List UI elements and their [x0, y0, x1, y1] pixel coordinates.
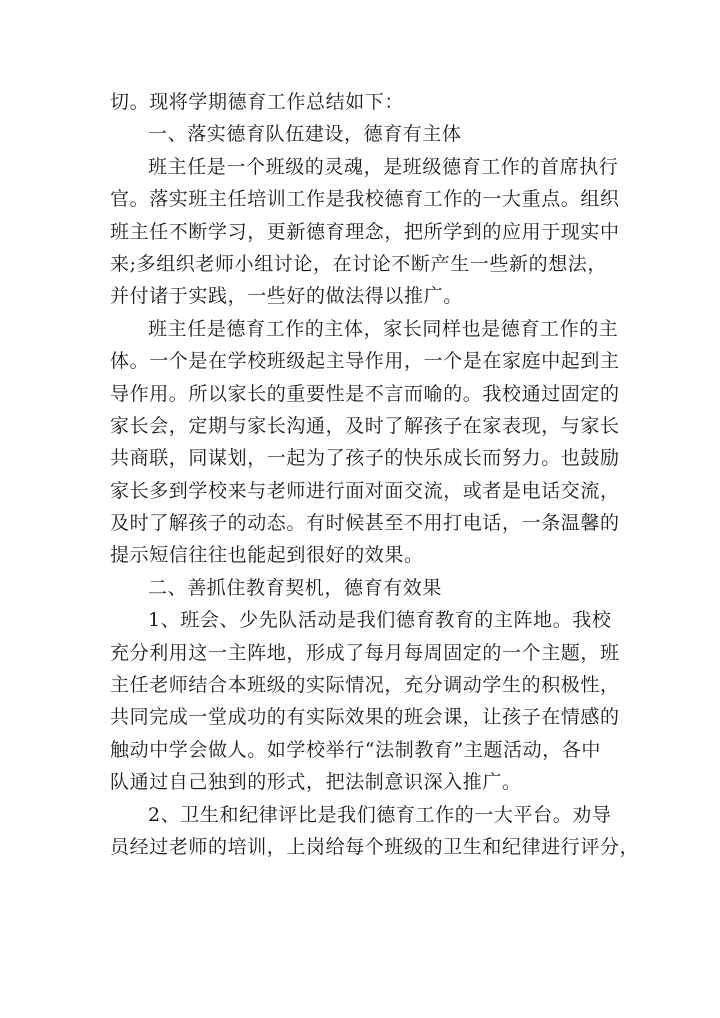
text-line: 班主任是德育工作的主体，家长同样也是德育工作的主 — [148, 317, 619, 340]
text-line: 队通过自己独到的形式，把法制意识深入推广。 — [110, 771, 522, 794]
text-line: 班主任不断学习，更新德育理念，把所学到的应用于现实中 — [110, 220, 620, 243]
text-line: 员经过老师的培训，上岗给每个班级的卫生和纪律进行评分， — [110, 835, 640, 858]
text-line: 体。一个是在学校班级起主导作用，一个是在家庭中起到主 — [110, 350, 620, 373]
section-heading: 二、善抓住教育契机，德育有效果 — [148, 576, 443, 599]
text-line: 1、班会、少先队活动是我们德育教育的主阵地。我校 — [148, 609, 612, 632]
text-line: 触动中学会做人。如学校举行“法制教育”主题活动，各中 — [110, 738, 602, 761]
text-line: 共同完成一堂成功的有实际效果的班会课，让孩子在情感的 — [110, 706, 620, 729]
text-line: 家长会，定期与家长沟通，及时了解孩子在家表现，与家长 — [110, 414, 620, 437]
text-line: 2、卫生和纪律评比是我们德育工作的一大平台。劝导 — [148, 803, 612, 826]
text-line: 班主任是一个班级的灵魂，是班级德育工作的首席执行 — [148, 155, 619, 178]
text-line: 导作用。所以家长的重要性是不言而喻的。我校通过固定的 — [110, 382, 620, 405]
text-line: 官。落实班主任培训工作是我校德育工作的一大重点。组织 — [110, 188, 620, 211]
text-line: 充分利用这一主阵地，形成了每月每周固定的一个主题，班 — [110, 641, 620, 664]
text-line: 主任老师结合本班级的实际情况，充分调动学生的积极性， — [110, 674, 620, 697]
text-line: 家长多到学校来与老师进行面对面交流，或者是电话交流， — [110, 479, 620, 502]
text-line: 切。现将学期德育工作总结如下： — [110, 91, 405, 113]
document-page — [110, 86, 640, 863]
section-heading: 一、落实德育队伍建设，德育有主体 — [148, 123, 462, 146]
text-line: 来;多组织老师小组讨论，在讨论不断产生一些新的想法， — [110, 252, 608, 275]
text-line: 提示短信往往也能起到很好的效果。 — [110, 544, 424, 567]
text-line: 及时了解孩子的动态。有时候甚至不用打电话，一条温馨的 — [110, 512, 620, 535]
text-line: 并付诸于实践，一些好的做法得以推广。 — [110, 285, 463, 308]
text-line: 共商联，同谋划，一起为了孩子的快乐成长而努力。也鼓励 — [110, 447, 620, 470]
